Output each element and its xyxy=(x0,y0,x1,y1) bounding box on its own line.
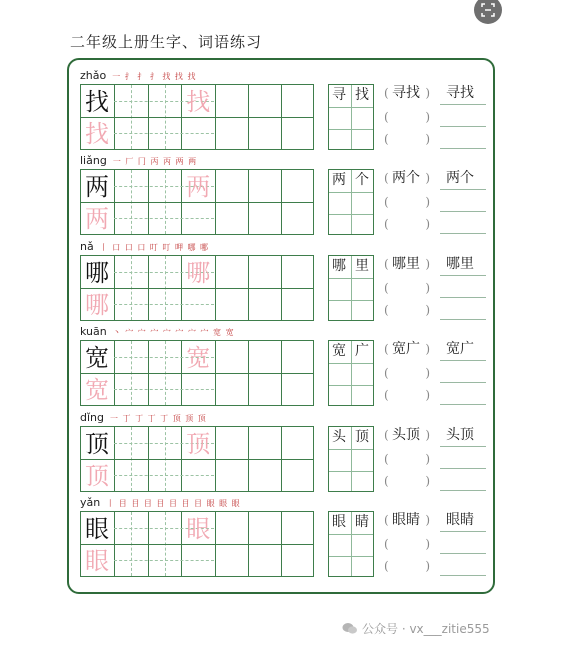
grid-guide xyxy=(114,304,214,305)
answer-slot[interactable] xyxy=(384,84,430,104)
parenthesis-column xyxy=(384,511,430,577)
stroke-order: 一 厂 冂 丙 丙 两 两 xyxy=(112,157,198,166)
paren-close: ) xyxy=(425,428,430,442)
practice-row xyxy=(80,153,490,238)
model-character: 宽 xyxy=(85,344,109,372)
model-character: 顶 xyxy=(85,430,109,458)
grid-line xyxy=(329,107,373,108)
paren-open: ( xyxy=(384,428,389,442)
answer-line[interactable] xyxy=(440,531,486,532)
grid-guide xyxy=(114,475,214,476)
paren-open: ( xyxy=(384,452,389,466)
parenthesis-column xyxy=(384,169,430,235)
underline-column xyxy=(440,340,486,406)
pinyin: nǎ xyxy=(80,240,94,253)
parenthesis-column xyxy=(384,84,430,150)
pinyin: dǐng xyxy=(80,411,104,424)
paren-close: ) xyxy=(425,257,430,271)
trace-character: 哪 xyxy=(85,291,109,319)
grid-line xyxy=(329,192,373,193)
page-title: 二年级上册生字、词语练习 xyxy=(70,33,263,51)
character-grid[interactable] xyxy=(80,255,314,321)
practice-row xyxy=(80,495,490,580)
answer-slot[interactable] xyxy=(384,193,430,213)
pinyin: zhǎo xyxy=(80,69,107,82)
grid-line xyxy=(329,129,373,130)
trace-character: 哪 xyxy=(186,259,211,287)
paren-close: ) xyxy=(425,474,430,488)
word-character: 找 xyxy=(355,87,369,103)
stroke-order: 丨 目 目 目 目 目 目 目 眼 眼 眼 xyxy=(106,499,241,508)
grid-line xyxy=(329,363,373,364)
stroke-order: 丶 宀 宀 宀 宀 宀 宀 宀 宽 宽 xyxy=(112,328,235,337)
word-box[interactable] xyxy=(328,340,374,406)
answer-slot[interactable] xyxy=(384,472,430,492)
paren-word: 眼睛 xyxy=(392,512,420,528)
paren-open: ( xyxy=(384,171,389,185)
answer-line[interactable] xyxy=(440,126,486,127)
practice-row xyxy=(80,324,490,409)
trace-character: 眼 xyxy=(85,547,109,575)
trace-character: 宽 xyxy=(85,376,109,404)
pinyin-line xyxy=(80,68,196,82)
paren-open: ( xyxy=(384,257,389,271)
answer-slot[interactable] xyxy=(384,557,430,577)
underline-word: 头顶 xyxy=(446,427,474,443)
paren-open: ( xyxy=(384,474,389,488)
paren-close: ) xyxy=(425,342,430,356)
grid-line xyxy=(329,556,373,557)
paren-close: ) xyxy=(425,303,430,317)
paren-open: ( xyxy=(384,342,389,356)
grid-line xyxy=(329,300,373,301)
paren-word: 宽广 xyxy=(392,341,420,357)
answer-slot[interactable] xyxy=(384,169,430,189)
paren-close: ) xyxy=(425,195,430,209)
stroke-order: 一 扌 扌 扌 找 找 找 xyxy=(112,72,197,81)
underline-word: 宽广 xyxy=(446,341,474,357)
paren-close: ) xyxy=(425,171,430,185)
answer-line[interactable] xyxy=(440,189,486,190)
grid-line xyxy=(81,459,313,460)
answer-slot[interactable] xyxy=(384,364,430,384)
trace-character: 两 xyxy=(85,205,109,233)
grid-line xyxy=(351,341,352,405)
word-character: 寻 xyxy=(332,87,346,103)
answer-slot[interactable] xyxy=(384,279,430,299)
answer-slot[interactable] xyxy=(384,215,430,235)
underline-word: 两个 xyxy=(446,170,474,186)
word-box[interactable] xyxy=(328,84,374,150)
answer-slot[interactable] xyxy=(384,108,430,128)
grid-guide xyxy=(114,218,214,219)
answer-line[interactable] xyxy=(440,275,486,276)
word-character: 两 xyxy=(332,172,346,188)
grid-line xyxy=(329,278,373,279)
grid-line xyxy=(351,512,352,576)
grid-line xyxy=(81,117,313,118)
answer-slot[interactable] xyxy=(384,386,430,406)
paren-open: ( xyxy=(384,132,389,146)
practice-row xyxy=(80,410,490,495)
pinyin-line xyxy=(80,410,207,424)
grid-line xyxy=(81,202,313,203)
character-grid[interactable] xyxy=(80,84,314,150)
paren-open: ( xyxy=(384,281,389,295)
answer-line[interactable] xyxy=(440,148,486,149)
answer-line[interactable] xyxy=(440,446,486,447)
pinyin: liǎng xyxy=(80,154,107,167)
answer-line[interactable] xyxy=(440,233,486,234)
word-box[interactable] xyxy=(328,511,374,577)
paren-word: 头顶 xyxy=(392,427,420,443)
answer-slot[interactable] xyxy=(384,340,430,360)
paren-close: ) xyxy=(425,217,430,231)
stroke-order: 丨 口 口 口 叮 叮 呷 哪 哪 xyxy=(99,243,210,252)
paren-open: ( xyxy=(384,110,389,124)
pinyin-line xyxy=(80,495,241,509)
answer-line[interactable] xyxy=(440,490,486,491)
practice-row xyxy=(80,68,490,153)
parenthesis-column xyxy=(384,426,430,492)
grid-line xyxy=(329,385,373,386)
grid-line xyxy=(81,544,313,545)
parenthesis-column xyxy=(384,340,430,406)
trace-character: 顶 xyxy=(186,430,211,458)
grid-line xyxy=(329,534,373,535)
paren-close: ) xyxy=(425,132,430,146)
trace-character: 眼 xyxy=(186,515,211,543)
grid-line xyxy=(329,214,373,215)
underline-column xyxy=(440,84,486,150)
pinyin-line xyxy=(80,239,209,253)
underline-column xyxy=(440,511,486,577)
trace-character: 宽 xyxy=(186,344,211,372)
word-character: 里 xyxy=(355,258,369,274)
underline-column xyxy=(440,426,486,492)
grid-line xyxy=(81,373,313,374)
pinyin-line xyxy=(80,153,197,167)
word-character: 个 xyxy=(355,172,369,188)
grid-line xyxy=(351,170,352,234)
word-character: 广 xyxy=(355,343,369,359)
underline-word: 寻找 xyxy=(446,85,474,101)
grid-line xyxy=(351,85,352,149)
practice-row xyxy=(80,239,490,324)
paren-open: ( xyxy=(384,303,389,317)
answer-line[interactable] xyxy=(440,104,486,105)
watermark xyxy=(342,620,490,637)
paren-close: ) xyxy=(425,388,430,402)
answer-slot[interactable] xyxy=(384,130,430,150)
underline-word: 眼睛 xyxy=(446,512,474,528)
grid-line xyxy=(329,449,373,450)
word-character: 哪 xyxy=(332,258,346,274)
answer-line[interactable] xyxy=(440,382,486,383)
paren-open: ( xyxy=(384,388,389,402)
trace-character: 找 xyxy=(186,88,211,116)
word-character: 眼 xyxy=(332,514,346,530)
model-character: 哪 xyxy=(85,259,109,287)
wechat-icon xyxy=(342,622,358,635)
parenthesis-column xyxy=(384,255,430,321)
character-grid[interactable] xyxy=(80,169,314,235)
word-character: 顶 xyxy=(355,429,369,445)
word-box[interactable] xyxy=(328,169,374,235)
trace-character: 顶 xyxy=(85,462,109,490)
paren-close: ) xyxy=(425,110,430,124)
model-character: 找 xyxy=(85,88,109,116)
answer-slot[interactable] xyxy=(384,426,430,446)
character-grid[interactable] xyxy=(80,340,314,406)
scan-icon[interactable] xyxy=(474,0,502,24)
paren-open: ( xyxy=(384,217,389,231)
answer-line[interactable] xyxy=(440,575,486,576)
paren-close: ) xyxy=(425,281,430,295)
answer-slot[interactable] xyxy=(384,450,430,470)
model-character: 两 xyxy=(85,173,109,201)
pinyin-line xyxy=(80,324,235,338)
paren-word: 寻找 xyxy=(392,85,420,101)
answer-line[interactable] xyxy=(440,468,486,469)
answer-line[interactable] xyxy=(440,553,486,554)
paren-open: ( xyxy=(384,537,389,551)
grid-guide xyxy=(114,133,214,134)
answer-line[interactable] xyxy=(440,297,486,298)
paren-open: ( xyxy=(384,195,389,209)
character-grid[interactable] xyxy=(80,426,314,492)
paren-open: ( xyxy=(384,86,389,100)
paren-close: ) xyxy=(425,513,430,527)
paren-close: ) xyxy=(425,537,430,551)
grid-guide xyxy=(114,560,214,561)
model-character: 眼 xyxy=(85,515,109,543)
underline-word: 哪里 xyxy=(446,256,474,272)
word-character: 宽 xyxy=(332,343,346,359)
paren-close: ) xyxy=(425,366,430,380)
answer-slot[interactable] xyxy=(384,535,430,555)
grid-line xyxy=(329,471,373,472)
word-character: 头 xyxy=(332,429,346,445)
answer-line[interactable] xyxy=(440,211,486,212)
answer-line[interactable] xyxy=(440,360,486,361)
character-grid[interactable] xyxy=(80,511,314,577)
word-box[interactable] xyxy=(328,255,374,321)
word-box[interactable] xyxy=(328,426,374,492)
trace-character: 两 xyxy=(186,173,211,201)
answer-line[interactable] xyxy=(440,319,486,320)
paren-word: 哪里 xyxy=(392,256,420,272)
trace-character: 找 xyxy=(85,120,109,148)
grid-line xyxy=(351,256,352,320)
grid-guide xyxy=(114,389,214,390)
answer-slot[interactable] xyxy=(384,255,430,275)
stroke-order: 一 丁 丁 丁 丁 顶 顶 顶 xyxy=(110,414,207,423)
pinyin: yǎn xyxy=(80,496,101,509)
answer-slot[interactable] xyxy=(384,511,430,531)
pinyin: kuān xyxy=(80,325,107,338)
paren-close: ) xyxy=(425,86,430,100)
paren-open: ( xyxy=(384,366,389,380)
grid-line xyxy=(81,288,313,289)
underline-column xyxy=(440,255,486,321)
paren-close: ) xyxy=(425,559,430,573)
underline-column xyxy=(440,169,486,235)
answer-line[interactable] xyxy=(440,404,486,405)
paren-word: 两个 xyxy=(392,170,420,186)
paren-open: ( xyxy=(384,559,389,573)
grid-line xyxy=(351,427,352,491)
paren-open: ( xyxy=(384,513,389,527)
watermark-text: 公众号 · vx___zitie555 xyxy=(362,622,490,636)
answer-slot[interactable] xyxy=(384,301,430,321)
paren-close: ) xyxy=(425,452,430,466)
word-character: 睛 xyxy=(355,514,369,530)
